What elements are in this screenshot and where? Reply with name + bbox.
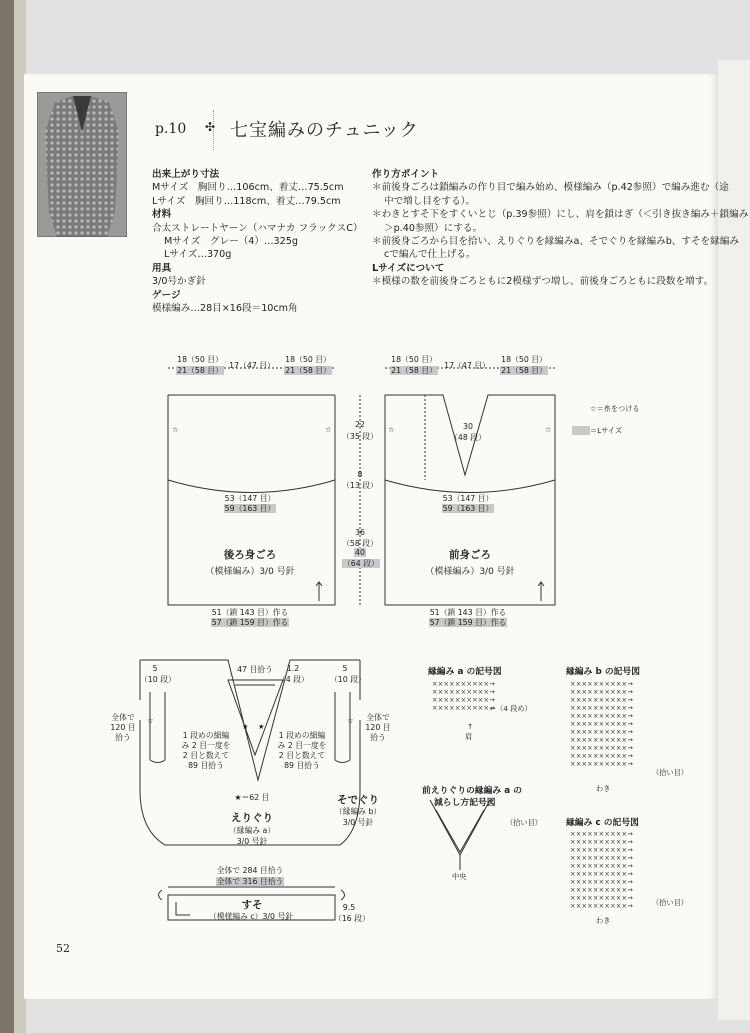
gauge-heading: ゲージ xyxy=(152,289,181,301)
neck-band-width: 1.2 xyxy=(286,664,300,673)
height-body-l xyxy=(342,548,378,557)
front-mid-m: 53（147 目） xyxy=(442,494,494,503)
front-neck-rows: （48 段） xyxy=(450,433,486,442)
page-number: 52 xyxy=(56,942,70,955)
arm-pick-right-2: 120 目 xyxy=(365,723,391,732)
finished-size-heading: 出来上がり寸法 xyxy=(152,169,220,180)
chart-a-row: ××××××××××→ xyxy=(432,704,495,712)
star-icon: ☆ xyxy=(545,425,552,434)
chart-c-stitches xyxy=(570,830,633,910)
front-top-right-l xyxy=(494,365,554,376)
tools-heading: 用具 xyxy=(152,262,172,274)
height-yoke-rows: （35 段） xyxy=(342,432,378,441)
neck-right-note-1: 1 段めの細編 xyxy=(278,731,326,740)
front-neck-depth: 30 xyxy=(463,422,473,431)
front-top-left-m: 18（50 目） xyxy=(391,355,437,364)
chart-b-row: ××××××××××→ xyxy=(570,752,633,760)
hem-rows: （16 段） xyxy=(334,914,370,923)
chart-dec-center: 中央 xyxy=(452,872,467,881)
materials-l: Lサイズ…370g xyxy=(164,249,232,261)
point-3b: cで編んで仕上げる。 xyxy=(384,249,476,261)
star-icon: ☆ xyxy=(147,716,154,725)
point-2b: ＞p.40参照）にする。 xyxy=(384,222,483,234)
chart-c-row: ××××××××××→ xyxy=(570,862,633,870)
points-heading: 作り方ポイント xyxy=(372,169,440,180)
height-body-rows: （58 段） xyxy=(342,539,378,548)
neck-left-note-1: 1 段めの細編 xyxy=(182,731,230,740)
height-body-l-rows-text: （64 段） xyxy=(343,559,379,568)
star-filled-icon: ★ xyxy=(242,722,249,731)
armband-width-left: 5 xyxy=(152,664,158,673)
chart-c-row: ××××××××××→ xyxy=(570,838,633,846)
chart-dec-title-2: 減らし方記号図 xyxy=(434,798,496,808)
tools-hook: 3/0号かぎ針 xyxy=(152,276,206,288)
star-icon: ☆ xyxy=(388,425,395,434)
lsize-text: ＊模様の数を前後身ごろともに2模様ずつ増し、前後身ごろともに段数を増す。 xyxy=(372,276,714,288)
chart-a-row: ××××××××××→ xyxy=(432,688,495,696)
front-top-right-l-text: 21（58 目） xyxy=(501,366,547,375)
neckline-pattern: （縁編み a） xyxy=(228,826,276,835)
legend-swatch xyxy=(572,426,590,435)
armhole-pattern: （縁編み b） xyxy=(334,807,382,816)
star-icon: ☆ xyxy=(325,425,332,434)
front-piece-name: 前身ごろ xyxy=(449,549,491,561)
back-mid-l xyxy=(215,503,285,514)
lsize-heading: Lサイズについて xyxy=(372,262,445,274)
arm-pick-left-1: 全体で xyxy=(111,713,135,722)
chart-b-row: ××××××××××→ xyxy=(570,696,633,704)
chart-dec-title-1: 前えりぐりの縁編み a の xyxy=(422,786,523,796)
front-bottom-l xyxy=(418,617,518,628)
back-top-left-l xyxy=(170,365,230,376)
neck-right-note-3: 2 目と数えて xyxy=(278,751,326,760)
armhole-label: そでぐり xyxy=(337,794,379,806)
back-mid-m: 53（147 目） xyxy=(224,494,276,503)
neckline-hook: 3/0 号針 xyxy=(236,837,268,846)
arm-pick-right-1: 全体で xyxy=(366,713,390,722)
chart-c-row: ××××××××××→ xyxy=(570,870,633,878)
chart-b-stitches xyxy=(570,680,633,768)
star-count: ★＝62 目 xyxy=(234,793,270,802)
height-body-l-rows xyxy=(342,558,378,569)
back-bottom-m: 51（鎖 143 目）作る xyxy=(211,608,289,617)
hem-pick-m: 全体で 284 目拾う xyxy=(216,866,284,875)
armband-rows-left: （10 段） xyxy=(140,675,176,684)
chart-c-title: 縁編み c の記号図 xyxy=(566,818,639,828)
materials-m: Mサイズ グレー（4）…325g xyxy=(164,236,298,248)
chart-b-row: ××××××××××→ xyxy=(570,744,633,752)
chart-c-row: ××××××××××→ xyxy=(570,902,633,910)
chart-dec-label: （拾い目） xyxy=(506,818,542,827)
back-top-right-m: 18（50 目） xyxy=(285,355,331,364)
finished-size-l: Lサイズ 胸回り…118cm、着丈…79.5cm xyxy=(152,195,341,207)
back-top-left-l-text: 21（58 目） xyxy=(177,366,223,375)
star-icon: ☆ xyxy=(347,716,354,725)
materials-heading: 材料 xyxy=(152,209,172,221)
back-top-left-m: 18（50 目） xyxy=(177,355,223,364)
chart-a-title: 縁編み a の記号図 xyxy=(428,667,502,677)
front-bottom-l-text: 57（鎖 159 目）作る xyxy=(429,618,507,627)
chart-a-row-label: ←（4 段め） xyxy=(490,704,532,713)
neck-right-note-4: 89 目拾う xyxy=(284,761,320,770)
back-piece-name: 後ろ身ごろ xyxy=(223,549,277,561)
chart-a-stitches xyxy=(432,680,495,712)
front-top-left-l-text: 21（58 目） xyxy=(391,366,437,375)
chart-b-row: ××××××××××→ xyxy=(570,712,633,720)
hem-label: すそ xyxy=(241,899,263,911)
chart-b-row: ××××××××××→ xyxy=(570,720,633,728)
height-arm: 8 xyxy=(357,470,363,479)
back-mid-l-text: 59（163 目） xyxy=(224,504,276,513)
chart-c-label: （拾い目） xyxy=(652,898,688,907)
chart-b-title: 縁編み b の記号図 xyxy=(566,667,641,677)
neck-pick-count: 47 目拾う xyxy=(237,665,273,674)
front-top-right-m: 18（50 目） xyxy=(501,355,547,364)
chart-b-center: わき xyxy=(596,784,611,793)
height-yoke: 22 xyxy=(355,420,365,429)
ornament-icon: ✣ xyxy=(205,120,216,134)
chart-c-center: わき xyxy=(596,916,611,925)
gauge-value: 模様編み…28目×16段＝10cm角 xyxy=(152,303,298,315)
armband-width-right: 5 xyxy=(342,664,348,673)
finished-size-m: Mサイズ 胸回り…106cm、着丈…75.5cm xyxy=(152,182,344,194)
back-top-mid: 17（47 目） xyxy=(229,361,275,370)
point-1a: ＊前後身ごろは鎖編みの作り目で編み始め、模様編み（p.42参照）で編み進む（途 xyxy=(372,182,729,194)
chart-c-row: ××××××××××→ xyxy=(570,846,633,854)
hem-pattern: （模様編み c）3/0 号針 xyxy=(208,912,294,921)
chart-b-row: ××××××××××→ xyxy=(570,680,633,688)
legend-lsize-text: ＝Lサイズ xyxy=(590,426,623,435)
height-arm-rows: （13 段） xyxy=(342,481,378,490)
chart-b-row: ××××××××××→ xyxy=(570,736,633,744)
chart-b-label: （拾い目） xyxy=(652,768,688,777)
neck-left-note-3: 2 目と数えて xyxy=(182,751,230,760)
neck-left-note-4: 89 目拾う xyxy=(188,761,224,770)
hem-height: 9.5 xyxy=(342,903,356,912)
legend-star: ☆＝糸をつける xyxy=(590,404,640,413)
chart-a-row: ××××××××××→ xyxy=(432,696,495,704)
arm-pick-left-3: 拾う xyxy=(115,733,131,742)
chart-a-start: ↑ xyxy=(467,722,474,731)
height-body: 36 xyxy=(355,528,365,537)
chart-c-row: ××××××××××→ xyxy=(570,878,633,886)
star-icon: ☆ xyxy=(172,425,179,434)
armhole-hook: 3/0 号針 xyxy=(342,818,374,827)
pattern-page-ref: p.10 xyxy=(155,121,187,137)
front-bottom-m: 51（鎖 143 目）作る xyxy=(429,608,507,617)
chart-a-row: ××××××××××→ xyxy=(432,680,495,688)
neck-right-note-2: み 2 目一度を xyxy=(277,741,327,750)
chart-a-center: 肩 xyxy=(465,732,473,741)
chart-b-row: ××××××××××→ xyxy=(570,704,633,712)
chart-b-row: ××××××××××→ xyxy=(570,688,633,696)
neck-left-note-2: み 2 目一度を xyxy=(181,741,231,750)
hem-pick-l-text: 全体で 316 目拾う xyxy=(216,877,284,886)
front-mid-l-text: 59（163 目） xyxy=(442,504,494,513)
legend-lsize xyxy=(572,426,622,436)
arm-pick-left-2: 120 目 xyxy=(110,723,136,732)
back-bottom-l-text: 57（鎖 159 目）作る xyxy=(211,618,289,627)
front-top-mid: 17（47 目） xyxy=(444,361,490,370)
back-top-right-l xyxy=(278,365,338,376)
back-bottom-l xyxy=(200,617,300,628)
back-top-right-l-text: 21（58 目） xyxy=(285,366,331,375)
point-1b: 中で増し目をする）。 xyxy=(384,195,476,207)
front-mid-l xyxy=(433,503,503,514)
materials-yarn: 合太ストレートヤーン（ハマナカ フラックスC） xyxy=(152,222,363,234)
chart-c-row: ××××××××××→ xyxy=(570,830,633,838)
armband-rows-right: （10 段） xyxy=(330,675,366,684)
point-3a: ＊前後身ごろから目を拾い、えりぐりを縁編みa、そでぐりを縁編みb、すそを縁編み xyxy=(372,236,739,248)
front-top-left-l xyxy=(384,365,444,376)
back-pattern: （模様編み）3/0 号針 xyxy=(205,567,295,577)
chart-c-row: ××××××××××→ xyxy=(570,854,633,862)
arm-pick-right-3: 拾う xyxy=(370,733,386,742)
chart-c-row: ××××××××××→ xyxy=(570,886,633,894)
hem-pick-l xyxy=(200,876,300,887)
height-body-l-text: 40 xyxy=(355,548,365,557)
chart-b-row: ××××××××××→ xyxy=(570,760,633,768)
neck-band-rows: （4 段） xyxy=(278,675,309,684)
chart-c-row: ××××××××××→ xyxy=(570,894,633,902)
chart-b-row: ××××××××××→ xyxy=(570,728,633,736)
neckline-label: えりぐり xyxy=(231,812,273,824)
point-2a: ＊わきとすそ下をすくいとじ（p.39参照）にし、肩を鎖はぎ（＜引き抜き編み＋鎖編み xyxy=(372,209,749,221)
star-filled-icon: ★ xyxy=(258,722,265,731)
pattern-title: 七宝編みのチュニック xyxy=(230,120,419,141)
front-pattern: （模様編み）3/0 号針 xyxy=(425,567,515,577)
